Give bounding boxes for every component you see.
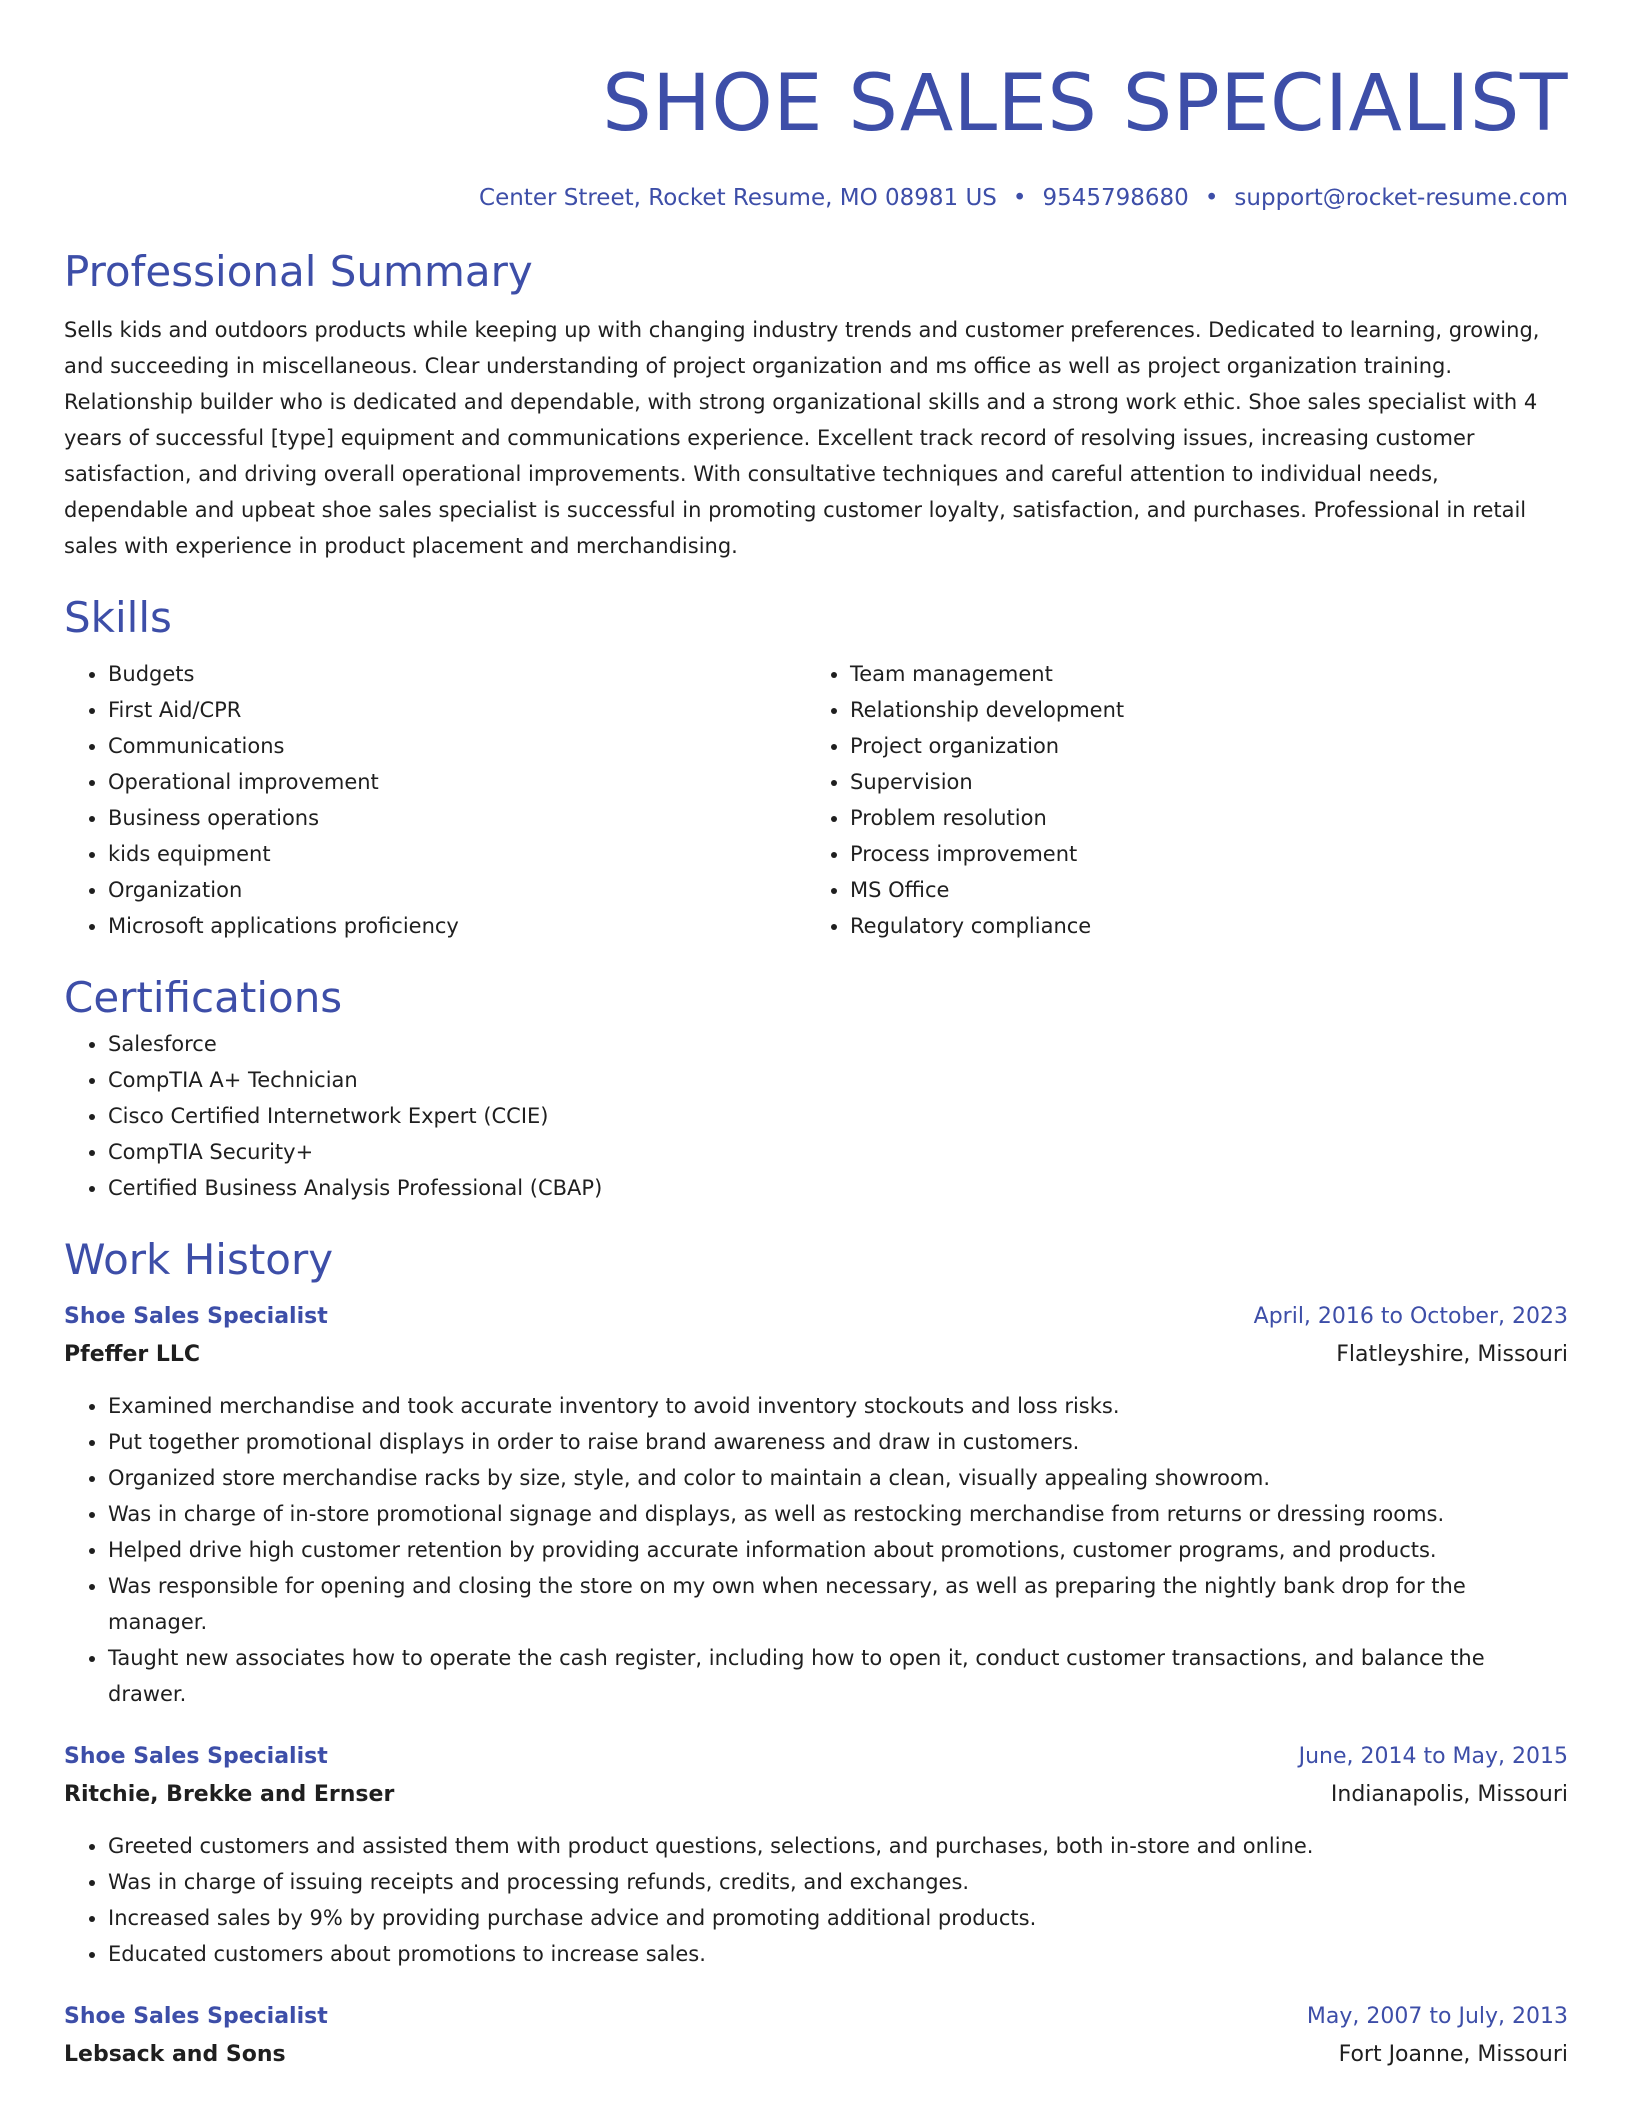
section-heading-summary: Professional Summary [64,247,533,296]
job-entry [64,1998,1568,2074]
resume-header [64,52,1568,214]
skill-item: • First Aid/CPR [108,692,806,728]
certification-item: • CompTIA Security+ [108,1134,1568,1170]
job-duties-list [64,1828,1568,1972]
skills-grid [64,656,1568,944]
contact-line [64,182,1568,214]
section-heading-work-history: Work History [64,1235,334,1284]
job-company: Pfeffer LLC [64,1342,201,1367]
job-location: Flatleyshire, Missouri [1336,1342,1568,1367]
skill-item: • Organization [108,872,806,908]
certification-item: • Cisco Certified Internetwork Expert (CCIE) [108,1098,1568,1134]
job-duty-item: • Was responsible for opening and closing the store on my own when necessary, as well as preparing the nightly bank drop for the manager. [108,1568,1568,1640]
skill-item: • Operational improvement [108,764,806,800]
job-duty-item: • Organized store merchandise racks by size, style, and color to maintain a clean, visually appealing showroom. [108,1460,1568,1496]
job-title: Shoe Sales Specialist [64,2004,328,2029]
skill-item: • Project organization [850,728,1548,764]
job-company: Lebsack and Sons [64,2042,286,2067]
job-duty-item: • Educated customers about promotions to increase sales. [108,1936,1568,1972]
job-location: Fort Joanne, Missouri [1338,2042,1568,2067]
job-dates: May, 2007 to July, 2013 [1306,2004,1568,2029]
certifications-list [64,1026,1568,1206]
skill-item: • Business operations [108,800,806,836]
job-title-row [64,1298,1568,1336]
job-company: Ritchie, Brekke and Ernser [64,1782,395,1807]
job-entry [64,1298,1568,1712]
skills-list-right [806,656,1548,944]
skills-column-right [806,656,1548,944]
contact-separator: • [1204,185,1219,211]
candidate-name: SHOE SALES SPECIALIST [602,59,1568,149]
contact-address: Center Street, Rocket Resume, MO 08981 US [479,185,997,211]
contact-phone: 9545798680 [1042,185,1189,211]
job-duty-item: • Was in charge of in-store promotional signage and displays, as well as restocking merchandise from returns or dressing rooms. [108,1496,1568,1532]
skill-item: • Problem resolution [850,800,1548,836]
skill-item: • Regulatory compliance [850,908,1548,944]
job-duty-item: • Was in charge of issuing receipts and processing refunds, credits, and exchanges. [108,1864,1568,1900]
job-company-row [64,1776,1568,1814]
job-duty-item: • Helped drive high customer retention by providing accurate information about promotions, customer programs, and products. [108,1532,1568,1568]
skill-item: • Team management [850,656,1548,692]
contact-email: support@rocket-resume.com [1234,185,1568,211]
certification-item: • Salesforce [108,1026,1568,1062]
job-dates: June, 2014 to May, 2015 [1298,1744,1568,1769]
job-duty-item: • Increased sales by 9% by providing purchase advice and promoting additional products. [108,1900,1568,1936]
job-duty-item: • Taught new associates how to operate the cash register, including how to open it, conduct customer transactions, and balance the drawer. [108,1640,1568,1712]
skill-item: • Budgets [108,656,806,692]
skill-item: • kids equipment [108,836,806,872]
skill-item: • Supervision [850,764,1548,800]
skill-item: • Microsoft applications proficiency [108,908,806,944]
skills-column-left [64,656,806,944]
section-heading-certifications: Certifications [64,973,343,1022]
certification-item: • CompTIA A+ Technician [108,1062,1568,1098]
skill-item: • Relationship development [850,692,1548,728]
section-heading-skills: Skills [64,593,172,642]
skill-item: • MS Office [850,872,1548,908]
job-title-row [64,1998,1568,2036]
job-dates: April, 2016 to October, 2023 [1253,1304,1568,1329]
job-title-row [64,1738,1568,1776]
summary-text: Sells kids and outdoors products while keeping up with changing industry trends and customer preferences. Dedicated to learning, growing, and succeeding in miscellaneous. Clear understanding of project organization and ms office as well as project organization training. Relationship builder who is dedicated and dependable, with strong organizational skills and a strong work ethic. Shoe sales specialist with 4 years of successful [type] equipment and communications experience. Excellent track record of resolving issues, increasing customer satisfaction, and driving overall operational improvements. With consultative techniques and careful attention to individual needs, dependable and upbeat shoe sales specialist is successful in promoting customer loyalty, satisfaction, and purchases. Professional in retail sales with experience in product placement and merchandising. [64,318,1540,558]
job-company-row [64,2036,1568,2074]
skill-item: • Communications [108,728,806,764]
job-duty-item: • Greeted customers and assisted them with product questions, selections, and purchases, both in-store and online. [108,1828,1568,1864]
contact-separator: • [1012,185,1027,211]
job-entry [64,1738,1568,1972]
job-duty-item: • Put together promotional displays in order to raise brand awareness and draw in customers. [108,1424,1568,1460]
job-duties-list [64,1388,1568,1712]
skills-list-left [64,656,806,944]
job-duty-item: • Examined merchandise and took accurate inventory to avoid inventory stockouts and loss risks. [108,1388,1568,1424]
job-title: Shoe Sales Specialist [64,1744,328,1769]
job-company-row [64,1336,1568,1374]
certification-item: • Certified Business Analysis Professional (CBAP) [108,1170,1568,1206]
job-title: Shoe Sales Specialist [64,1304,328,1329]
job-location: Indianapolis, Missouri [1330,1782,1568,1807]
skill-item: • Process improvement [850,836,1548,872]
